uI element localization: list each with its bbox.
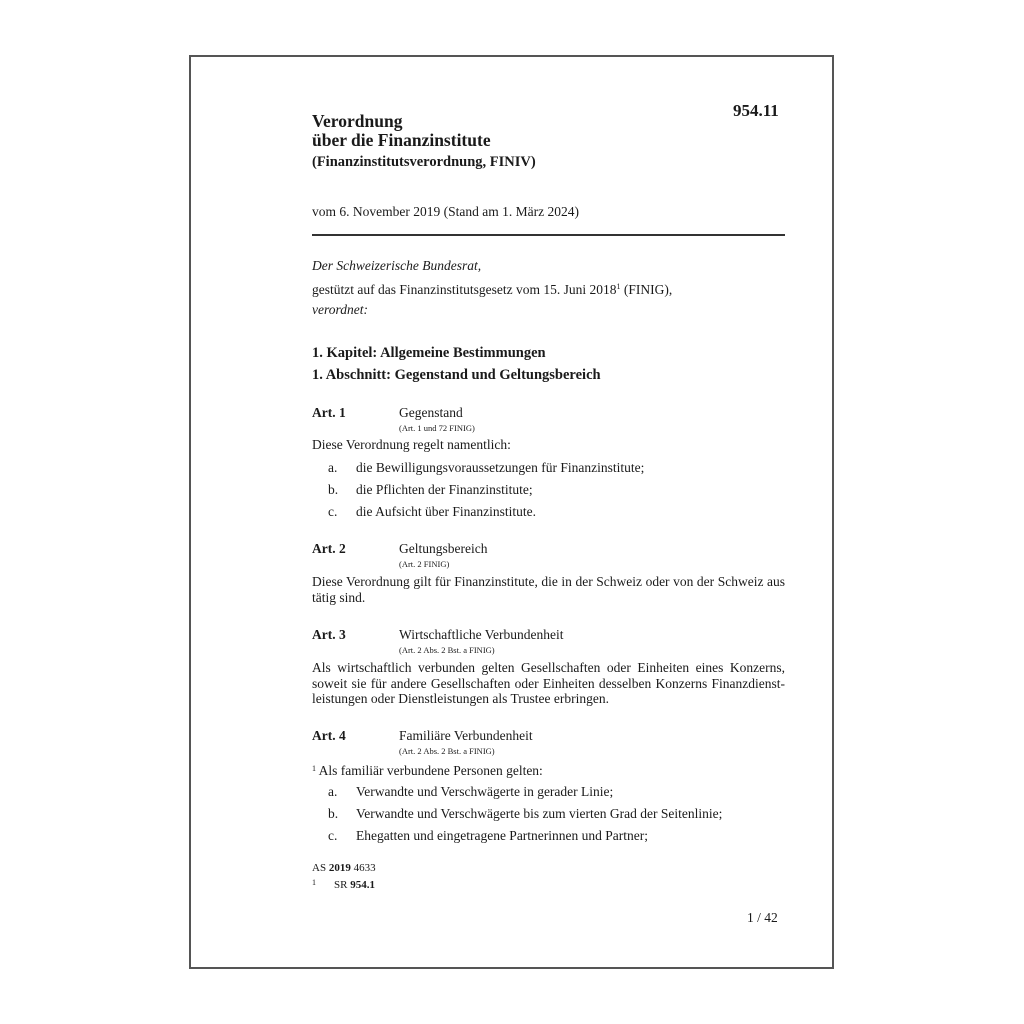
footnote-prefix: SR [334,879,351,891]
article-reference: (Art. 1 und 72 FINIG) [399,423,475,433]
list-letter: a. [328,460,338,475]
list-item: Verwandte und Verschwägerte bis zum vierten Grad der Seitenlinie; [356,806,723,821]
date-line: vom 6. November 2019 (Stand am 1. März 2024) [312,204,579,219]
official-collection-ref [312,862,376,874]
article-number: Art. 1 [312,405,346,420]
article-title: Gegenstand [399,405,463,420]
preamble-basis-suffix: (FINIG), [620,281,673,297]
article-intro [312,761,785,779]
list-letter: b. [328,482,339,497]
sr-number: 954.11 [733,101,779,120]
article-text: Als wirtschaftlich verbunden gelten Gesellschaften oder Einheiten eines Konzerns, soweit sie für andere Gesellschaften oder Einheiten desselben Konzerns Finanzdienst-leistungen oder Dienstleistungen als Trustee erbringen. [312,660,785,706]
as-prefix: AS [312,862,329,874]
list-item: Verwandte und Verschwägerte in gerader Linie; [356,784,614,799]
preamble [312,256,672,321]
list-item: die Pflichten der Finanzinstitute; [356,482,533,497]
article-reference: (Art. 2 FINIG) [399,559,450,569]
preamble-basis [312,277,672,301]
article-number: Art. 3 [312,627,346,642]
document-subtitle: (Finanzinstitutsverordnung, FINIV) [312,154,536,170]
list-letter: a. [328,784,338,799]
article-title: Familiäre Verbundenheit [399,728,533,743]
article-number: Art. 2 [312,541,346,556]
as-year: 2019 [328,862,351,874]
title-line-1: Verordnung [312,111,403,131]
article-title: Wirtschaftliche Verbundenheit [399,627,564,642]
page-number: 1 / 42 [747,910,778,925]
article-reference: (Art. 2 Abs. 2 Bst. a FINIG) [399,746,495,756]
article-number: Art. 4 [312,728,346,743]
list-item: die Bewilligungsvoraussetzungen für Finanzinstitute; [356,460,645,475]
article-text: Diese Verordnung gilt für Finanzinstitute, die in der Schweiz oder von der Schweiz aus tätig sind. [312,574,785,605]
list-item: die Aufsicht über Finanzinstitute. [356,504,536,519]
list-item: Ehegatten und eingetragene Partnerinnen und Partner; [356,828,649,843]
footnote-sr-ref[interactable]: 954.1 [350,879,375,891]
as-page: 4633 [350,862,376,874]
section-heading: 1. Abschnitt: Gegenstand und Geltungsbereich [312,367,601,383]
list-letter: b. [328,806,339,821]
article-intro-text: Als familiär verbundene Personen gelten: [316,763,543,778]
article-reference: (Art. 2 Abs. 2 Bst. a FINIG) [399,645,495,655]
chapter-heading: 1. Kapitel: Allgemeine Bestimmungen [312,345,546,361]
document-title [312,112,491,150]
footnote-mark: 1 [312,878,316,887]
list-letter: c. [328,828,338,843]
article-intro: Diese Verordnung regelt namentlich: [312,437,511,452]
document-page [189,55,834,969]
list-letter: c. [328,504,338,519]
header-divider [312,234,785,236]
preamble-basis-text: gestützt auf das Finanzinstitutsgesetz vom 15. Juni 2018 [312,281,617,297]
preamble-issuer: Der Schweizerische Bundesrat, [312,258,482,273]
preamble-verb: verordnet: [312,302,368,317]
footnote-ref-1[interactable]: 1 [616,281,621,291]
article-title: Geltungsbereich [399,541,488,556]
paragraph-mark: 1 [312,764,316,773]
footnote-1 [312,878,375,891]
title-line-2: über die Finanzinstitute [312,130,491,150]
